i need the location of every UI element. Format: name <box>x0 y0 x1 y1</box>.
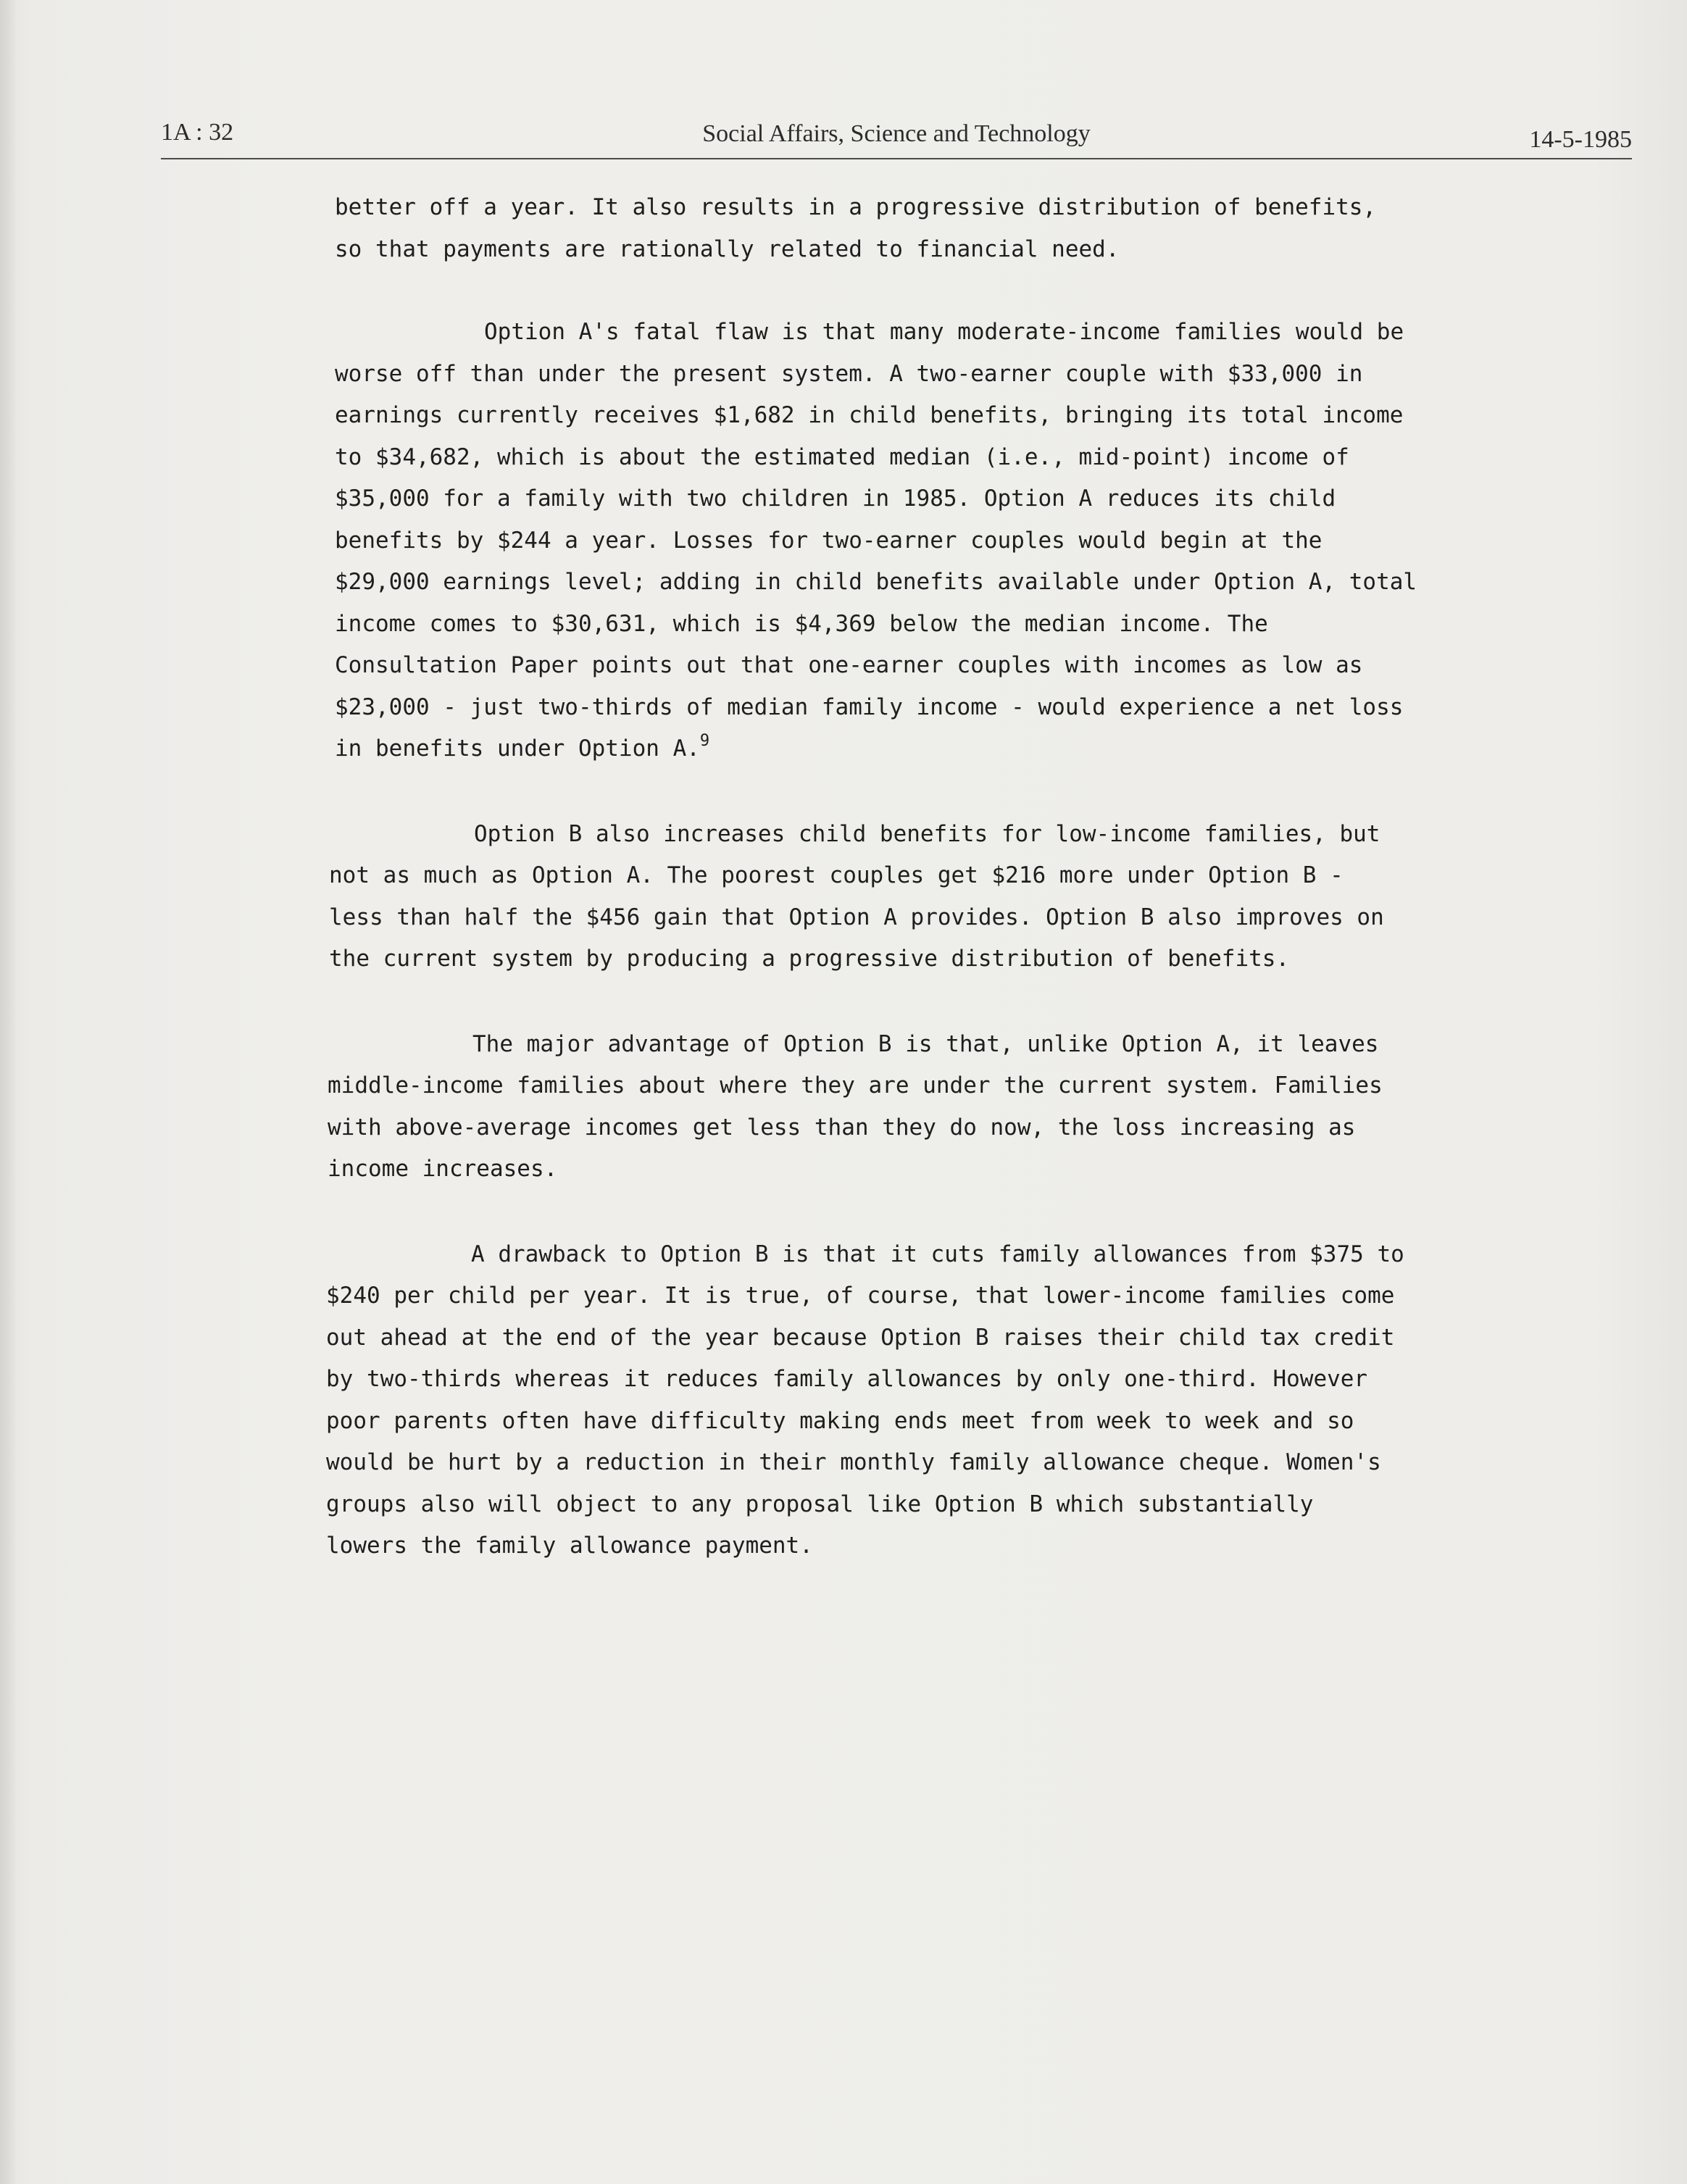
text-line: less than half the $456 gain that Option A provides. Option B also improves on <box>329 904 1384 930</box>
footnote-marker: 9 <box>699 732 710 750</box>
page-header <box>161 116 1632 161</box>
header-rule <box>161 158 1632 159</box>
page-reference: 1A : 32 <box>161 119 234 146</box>
text-line: better off a year. It also results in a progressive distribution of benefits, <box>335 194 1377 220</box>
text-line: Option A's fatal flaw is that many moderate-income families would be <box>484 319 1404 345</box>
text-line: benefits by $244 a year. Losses for two-earner couples would begin at the <box>335 527 1322 554</box>
text-line: with above-average incomes get less than they do now, the loss increasing as <box>328 1114 1356 1141</box>
text-line: The major advantage of Option B is that, unlike Option A, it leaves <box>472 1030 1379 1057</box>
paragraph-1 <box>335 187 1465 270</box>
section-title: Social Affairs, Science and Technology <box>702 120 1091 147</box>
header-date: 14-5-1985 <box>1529 126 1632 153</box>
text-line: would be hurt by a reduction in their monthly family allowance cheque. Women's <box>326 1449 1381 1475</box>
text-line: $240 per child per year. It is true, of course, that lower-income families come <box>326 1283 1395 1309</box>
text-line: out ahead at the end of the year because Option B raises their child tax credit <box>326 1324 1395 1351</box>
text-line: poor parents often have difficulty making ends meet from week to week and so <box>326 1407 1354 1434</box>
text-line: so that payments are rationally related to financial need. <box>335 236 1120 262</box>
text-line-with-footnote <box>335 728 1465 770</box>
text-line: worse off than under the present system. A two-earner couple with $33,000 in <box>335 360 1363 387</box>
text-line: $29,000 earnings level; adding in child benefits available under Option A, total <box>335 569 1417 595</box>
paragraph-3 <box>329 814 1465 980</box>
text-line: to $34,682, which is about the estimated median (i.e., mid-point) income of <box>335 443 1349 470</box>
paragraph-5 <box>326 1234 1465 1567</box>
text-line: by two-thirds whereas it reduces family allowances by only one-third. However <box>326 1366 1368 1392</box>
text-line: earnings currently receives $1,682 in child benefits, bringing its total income <box>335 402 1404 428</box>
text-line: income comes to $30,631, which is $4,369 below the median income. The <box>335 610 1268 637</box>
text-line: Consultation Paper points out that one-earner couples with incomes as low as <box>335 652 1363 678</box>
text-line: $35,000 for a family with two children in 1985. Option A reduces its child <box>335 485 1336 512</box>
text-line: the current system by producing a progressive distribution of benefits. <box>329 946 1290 972</box>
paragraph-4 <box>328 1024 1465 1191</box>
text-line: Option B also increases child benefits for low-income families, but <box>474 820 1380 847</box>
paragraph-2 <box>335 312 1465 770</box>
text-line: not as much as Option A. The poorest couples get $216 more under Option B - <box>329 862 1344 888</box>
text-line: groups also will object to any proposal like Option B which substantially <box>326 1491 1314 1517</box>
text-line: A drawback to Option B is that it cuts family allowances from $375 to <box>471 1241 1404 1267</box>
text-line: middle-income families about where they are under the current system. Families <box>328 1072 1383 1099</box>
text-line: $23,000 - just two-thirds of median family income - would experience a net loss <box>335 693 1404 720</box>
body-text <box>326 187 1465 1611</box>
text-line: in benefits under Option A. <box>335 735 700 762</box>
text-line: income increases. <box>328 1156 558 1182</box>
text-line: lowers the family allowance payment. <box>326 1533 813 1559</box>
page-edge-shadow <box>0 0 16 2184</box>
